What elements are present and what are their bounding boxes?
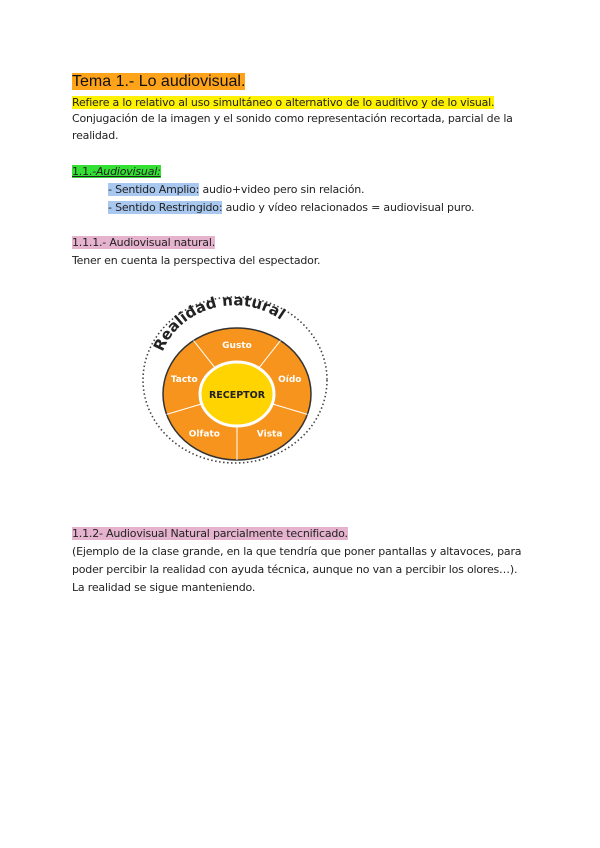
intro-line-3: realidad. — [72, 129, 119, 142]
sentido-amplio-line — [108, 183, 364, 197]
section-1-1-1-text: Tener en cuenta la perspectiva del espectador. — [72, 254, 321, 267]
section-1-1-heading-highlight — [72, 165, 161, 178]
sentido-amplio-label: - Sentido Amplio: — [108, 183, 200, 196]
section-1-1-heading — [72, 165, 161, 179]
sense-label-olfato: Olfato — [188, 429, 220, 440]
sense-label-tacto: Tacto — [170, 374, 198, 385]
intro-line-1 — [72, 96, 494, 110]
section-1-1-2-line-2: poder percibir la realidad con ayuda técnica, aunque no van a percibir los olores…). — [72, 563, 518, 576]
sense-label-oido: Oído — [278, 374, 302, 385]
sentido-amplio-text: audio+video pero sin relación. — [202, 183, 365, 196]
section-1-1-title: Audiovisual: — [95, 165, 161, 178]
sentido-restringido-label: - Sentido Restringido: — [108, 201, 223, 214]
intro-line-2: Conjugación de la imagen y el sonido como representación recortada, parcial de la — [72, 112, 513, 125]
section-1-1-1-heading-text: 1.1.1.- Audiovisual natural. — [72, 236, 215, 249]
section-1-1-2-heading — [72, 527, 348, 541]
sentido-restringido-line — [108, 201, 474, 215]
intro-highlight: Refiere a lo relativo al uso simultáneo o alternativo de lo auditivo y de lo visual. — [72, 96, 495, 109]
section-1-1-number: 1.1.- — [72, 165, 96, 178]
title-text: Tema 1.- Lo audiovisual. — [72, 73, 246, 90]
diagram-svg — [140, 292, 330, 464]
section-1-1-2-line-3: La realidad se sigue manteniendo. — [72, 581, 256, 594]
section-1-1-2-heading-text: 1.1.2- Audiovisual Natural parcialmente tecnificado. — [72, 527, 348, 540]
page-title — [72, 72, 245, 92]
realidad-natural-diagram — [140, 292, 330, 464]
sentido-restringido-text: audio y vídeo relacionados = audiovisual puro. — [225, 201, 475, 214]
section-1-1-2-line-1: (Ejemplo de la clase grande, en la que tendría que poner pantallas y altavoces, para — [72, 545, 522, 558]
receptor-label: RECEPTOR — [208, 390, 266, 401]
sense-label-gusto: Gusto — [222, 341, 252, 351]
arc-label-path: Realidad natural — [149, 292, 289, 354]
sense-label-vista: Vista — [256, 429, 283, 440]
section-1-1-1-heading — [72, 236, 215, 250]
